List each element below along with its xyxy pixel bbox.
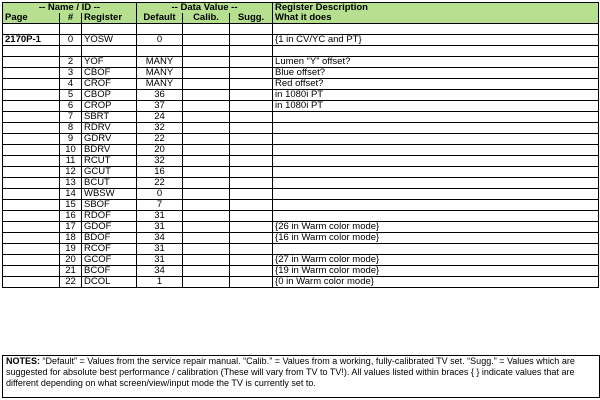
register-name: RDOF (82, 211, 137, 222)
page-cell (3, 178, 60, 189)
notes-text: “Default” = Values from the service repair manual. “Calib.” = Values from a working, fully-calibrated TV set. “Sugg.” = Values which are suggested for absolute best performance / calibration (These will vary from TV to TV!). All values listed within braces { } indicate values that are different depending on what screen/view/input mode the TV is currently set to. (6, 356, 575, 388)
page-cell (3, 200, 60, 211)
notes-label: NOTES: (6, 356, 41, 366)
header-column-row (3, 13, 599, 24)
table-row (3, 90, 599, 101)
col-num-header: # (60, 13, 82, 24)
table-row (3, 145, 599, 156)
page-cell (3, 167, 60, 178)
table-row (3, 156, 599, 167)
sugg-value (230, 266, 273, 277)
col-calib-header: Calib. (183, 13, 230, 24)
register-description: Red offset? (273, 79, 599, 90)
sugg-value (230, 244, 273, 255)
register-name: CBOP (82, 90, 137, 101)
calib-value (183, 134, 230, 145)
register-name: CROF (82, 79, 137, 90)
sugg-value (230, 156, 273, 167)
calib-value (183, 68, 230, 79)
group-data-value-header: -- Data Value -- (137, 3, 273, 14)
page-cell (3, 134, 60, 145)
default-value: 22 (137, 134, 183, 145)
register-description (273, 145, 599, 156)
page-cell (3, 101, 60, 112)
default-value: 0 (137, 35, 183, 46)
table-row (3, 189, 599, 200)
register-name: BDRV (82, 145, 137, 156)
page-cell (3, 222, 60, 233)
table-row (3, 35, 599, 46)
col-page-header: Page (3, 13, 60, 24)
register-name: WBSW (82, 189, 137, 200)
register-number: 7 (60, 112, 82, 123)
default-value: MANY (137, 79, 183, 90)
calib-value (183, 277, 230, 288)
register-name: GDOF (82, 222, 137, 233)
default-value: 24 (137, 112, 183, 123)
sugg-value (230, 145, 273, 156)
table-row (3, 200, 599, 211)
register-name: CBOF (82, 68, 137, 79)
register-number: 16 (60, 211, 82, 222)
table-row (3, 79, 599, 90)
register-number: 4 (60, 79, 82, 90)
table-row (3, 233, 599, 244)
register-description: {1 in CV/YC and PT} (273, 35, 599, 46)
default-value: 20 (137, 145, 183, 156)
page-cell (3, 189, 60, 200)
register-description: {19 in Warm color mode} (273, 266, 599, 277)
spacer-row (3, 46, 599, 57)
sugg-value (230, 255, 273, 266)
table-row (3, 244, 599, 255)
register-number: 21 (60, 266, 82, 277)
register-name: CROP (82, 101, 137, 112)
sugg-value (230, 90, 273, 101)
calib-value (183, 156, 230, 167)
page-cell (3, 57, 60, 68)
register-name: BCUT (82, 178, 137, 189)
table-row (3, 266, 599, 277)
calib-value (183, 35, 230, 46)
sugg-value (230, 167, 273, 178)
default-value: 37 (137, 101, 183, 112)
table-row (3, 112, 599, 123)
register-number: 11 (60, 156, 82, 167)
register-name: GCUT (82, 167, 137, 178)
sugg-value (230, 68, 273, 79)
sugg-value (230, 112, 273, 123)
sugg-value (230, 57, 273, 68)
register-description (273, 244, 599, 255)
register-name: GCOF (82, 255, 137, 266)
calib-value (183, 211, 230, 222)
register-description (273, 178, 599, 189)
default-value: MANY (137, 68, 183, 79)
default-value: 34 (137, 233, 183, 244)
register-number: 19 (60, 244, 82, 255)
register-number: 18 (60, 233, 82, 244)
default-value: 31 (137, 255, 183, 266)
register-name: GDRV (82, 134, 137, 145)
table-row (3, 222, 599, 233)
register-name: YOSW (82, 35, 137, 46)
register-description: in 1080i PT (273, 101, 599, 112)
col-default-header: Default (137, 13, 183, 24)
default-value: 31 (137, 211, 183, 222)
calib-value (183, 112, 230, 123)
calib-value (183, 178, 230, 189)
default-value: 7 (137, 200, 183, 211)
default-value: 31 (137, 244, 183, 255)
register-name: SBOF (82, 200, 137, 211)
page-cell (3, 79, 60, 90)
table-row (3, 211, 599, 222)
col-sugg-header: Sugg. (230, 13, 273, 24)
register-name: DCOL (82, 277, 137, 288)
default-value: 36 (137, 90, 183, 101)
register-number: 17 (60, 222, 82, 233)
calib-value (183, 222, 230, 233)
default-value: 31 (137, 222, 183, 233)
table-row (3, 68, 599, 79)
calib-value (183, 57, 230, 68)
page-cell (3, 211, 60, 222)
page-cell (3, 277, 60, 288)
default-value: 32 (137, 156, 183, 167)
register-number: 13 (60, 178, 82, 189)
header-group-row (3, 3, 599, 14)
register-name: BCOF (82, 266, 137, 277)
calib-value (183, 101, 230, 112)
table-row (3, 123, 599, 134)
register-table (2, 2, 599, 288)
sugg-value (230, 200, 273, 211)
table-row (3, 167, 599, 178)
table-row (3, 101, 599, 112)
sugg-value (230, 178, 273, 189)
calib-value (183, 233, 230, 244)
calib-value (183, 167, 230, 178)
register-description (273, 156, 599, 167)
default-value: 1 (137, 277, 183, 288)
sugg-value (230, 189, 273, 200)
sugg-value (230, 101, 273, 112)
sugg-value (230, 211, 273, 222)
register-number: 9 (60, 134, 82, 145)
sugg-value (230, 233, 273, 244)
spacer-row (3, 24, 599, 35)
register-number: 22 (60, 277, 82, 288)
calib-value (183, 145, 230, 156)
default-value: 0 (137, 189, 183, 200)
calib-value (183, 79, 230, 90)
calib-value (183, 244, 230, 255)
default-value: 34 (137, 266, 183, 277)
register-description (273, 112, 599, 123)
calib-value (183, 90, 230, 101)
register-number: 10 (60, 145, 82, 156)
register-description (273, 200, 599, 211)
register-name: SBRT (82, 112, 137, 123)
page-cell (3, 244, 60, 255)
table-row (3, 178, 599, 189)
register-description: {26 in Warm color mode} (273, 222, 599, 233)
register-name: YOF (82, 57, 137, 68)
group-name-id-header: -- Name / ID -- (3, 3, 137, 14)
page-label: 2170P-1 (3, 35, 60, 46)
col-register-header: Register (82, 13, 137, 24)
default-value: 32 (137, 123, 183, 134)
page-cell (3, 123, 60, 134)
page-cell (3, 112, 60, 123)
page-cell (3, 255, 60, 266)
default-value: MANY (137, 57, 183, 68)
register-number: 15 (60, 200, 82, 211)
register-sheet (2, 2, 598, 288)
sugg-value (230, 222, 273, 233)
register-description: Blue offset? (273, 68, 599, 79)
sugg-value (230, 35, 273, 46)
register-description (273, 167, 599, 178)
register-description: {27 in Warm color mode} (273, 255, 599, 266)
calib-value (183, 200, 230, 211)
register-number: 14 (60, 189, 82, 200)
register-name: RDRV (82, 123, 137, 134)
register-number: 20 (60, 255, 82, 266)
register-number: 0 (60, 35, 82, 46)
sugg-value (230, 79, 273, 90)
table-row (3, 277, 599, 288)
register-description: {0 in Warm color mode} (273, 277, 599, 288)
default-value: 22 (137, 178, 183, 189)
register-number: 6 (60, 101, 82, 112)
page-cell (3, 68, 60, 79)
register-number: 3 (60, 68, 82, 79)
default-value: 16 (137, 167, 183, 178)
register-name: RCOF (82, 244, 137, 255)
register-number: 5 (60, 90, 82, 101)
sugg-value (230, 134, 273, 145)
col-what-header: What it does (273, 13, 599, 24)
register-name: BDOF (82, 233, 137, 244)
register-description (273, 211, 599, 222)
register-description: Lumen “Y” offset? (273, 57, 599, 68)
notes-box (2, 355, 600, 398)
register-number: 2 (60, 57, 82, 68)
calib-value (183, 255, 230, 266)
register-number: 8 (60, 123, 82, 134)
register-description (273, 134, 599, 145)
page-cell (3, 233, 60, 244)
calib-value (183, 123, 230, 134)
page-cell (3, 156, 60, 167)
table-row (3, 255, 599, 266)
calib-value (183, 189, 230, 200)
page-cell (3, 90, 60, 101)
register-description (273, 189, 599, 200)
page-cell (3, 266, 60, 277)
group-register-desc-header: Register Description (273, 3, 599, 14)
calib-value (183, 266, 230, 277)
register-description (273, 123, 599, 134)
table-row (3, 134, 599, 145)
register-description: in 1080i PT (273, 90, 599, 101)
register-number: 12 (60, 167, 82, 178)
register-description: {16 in Warm color mode} (273, 233, 599, 244)
page-cell (3, 145, 60, 156)
register-name: RCUT (82, 156, 137, 167)
table-row (3, 57, 599, 68)
sugg-value (230, 123, 273, 134)
sugg-value (230, 277, 273, 288)
